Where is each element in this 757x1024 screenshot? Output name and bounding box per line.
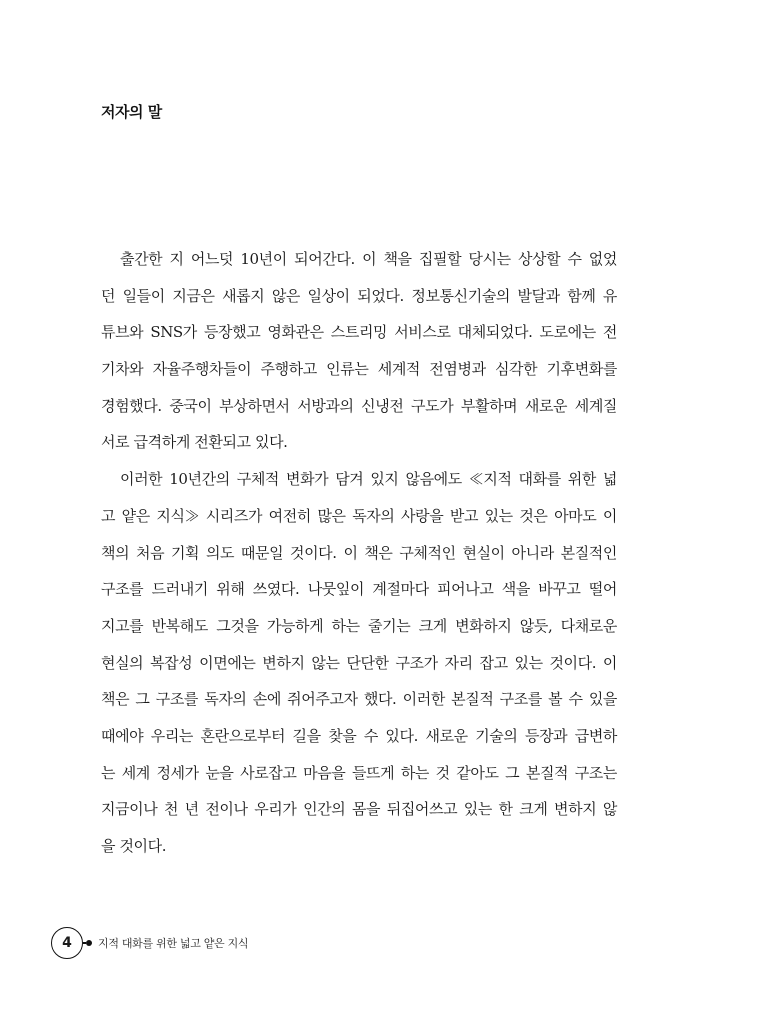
page-footer bbox=[51, 926, 248, 960]
text-line: 지고를 반복해도 그것을 가능하게 하는 줄기는 크게 변화하지 않듯, 다채로운 bbox=[101, 616, 617, 635]
text-line: 책의 처음 기획 의도 때문일 것이다. 이 책은 구체적인 현실이 아니라 본질적인 bbox=[101, 543, 617, 562]
text-line: 경험했다. 중국이 부상하면서 서방과의 신냉전 구도가 부활하며 새로운 세계질 bbox=[101, 396, 617, 415]
text-line: 지금이나 천 년 전이나 우리가 인간의 몸을 뒤집어쓰고 있는 한 크게 변하지 않 bbox=[101, 800, 617, 819]
text-line: 현실의 복잡성 이면에는 변하지 않는 단단한 구조가 자리 잡고 있는 것이다. 이 bbox=[101, 653, 617, 672]
text-line: 서로 급격하게 전환되고 있다. bbox=[101, 433, 288, 452]
body-text bbox=[101, 241, 617, 865]
page-number: 4 bbox=[51, 927, 83, 959]
text-line: 튜브와 SNS가 등장했고 영화관은 스트리밍 서비스로 대체되었다. 도로에는 전 bbox=[101, 323, 617, 342]
text-line: 때에야 우리는 혼란으로부터 길을 찾을 수 있다. 새로운 기술의 등장과 급변하 bbox=[101, 726, 617, 745]
text-line: 던 일들이 지금은 새롭지 않은 일상이 되었다. 정보통신기술의 발달과 함께 유 bbox=[101, 286, 617, 305]
section-title: 저자의 말 bbox=[101, 103, 162, 121]
text-line: 구조를 드러내기 위해 쓰였다. 나뭇잎이 계절마다 피어나고 색을 바꾸고 떨어 bbox=[101, 580, 617, 599]
text-line: 고 얕은 지식≫ 시리즈가 여전히 많은 독자의 사랑을 받고 있는 것은 아마도 이 bbox=[101, 506, 617, 525]
text-line: 책은 그 구조를 독자의 손에 쥐어주고자 했다. 이러한 본질적 구조를 볼 수 있을 bbox=[101, 690, 618, 709]
text-line: 는 세계 정세가 눈을 사로잡고 마음을 들뜨게 하는 것 같아도 그 본질적 구조는 bbox=[101, 763, 617, 782]
text-line: 기차와 자율주행차들이 주행하고 인류는 세계적 전염병과 심각한 기후변화를 bbox=[101, 360, 617, 379]
text-line: 을 것이다. bbox=[101, 837, 167, 855]
running-title: 지적 대화를 위한 넓고 얕은 지식 bbox=[98, 937, 249, 950]
text-line: 이러한 10년간의 구체적 변화가 담겨 있지 않음에도 ≪지적 대화를 위한 넓 bbox=[120, 470, 617, 489]
text-line: 출간한 지 어느덧 10년이 되어간다. 이 책을 집필할 당시는 상상할 수 없었 bbox=[120, 250, 617, 268]
bullet-dot-icon bbox=[86, 940, 92, 946]
